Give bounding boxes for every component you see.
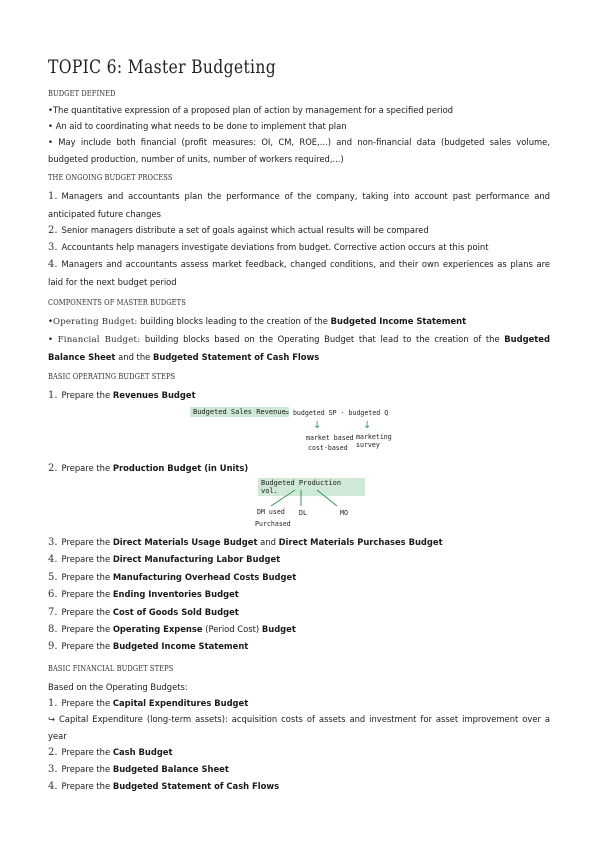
operating-budget-bullet: •Operating Budget: building blocks leading to the creation of the Budgeted Income Statement bbox=[48, 316, 467, 327]
financial-step: 1. Prepare the Capital Expenditures Budget bbox=[48, 698, 249, 709]
arrow-down-icon: ↓ bbox=[313, 420, 322, 431]
market-based-note: market based bbox=[306, 434, 354, 442]
operating-step: 5. Prepare the Manufacturing Overhead Costs Budget bbox=[48, 572, 297, 583]
section-heading-budget-process: THE ONGOING BUDGET PROCESS bbox=[48, 173, 173, 183]
operating-step: 2. Prepare the Production Budget (in Units) bbox=[48, 463, 249, 474]
revenue-formula: = budgeted SP · budgeted Q bbox=[285, 409, 389, 417]
operating-step: 1. Prepare the Revenues Budget bbox=[48, 390, 196, 401]
process-item: 4. Managers and accountants assess market feedback, changed conditions, and their own experiences as plans are laid for the next budget period bbox=[48, 259, 550, 287]
section-heading-financial-steps: BASIC FINANCIAL BUDGET STEPS bbox=[48, 664, 174, 674]
budgeted-sales-revenue-label: Budgeted Sales Revenue bbox=[190, 407, 289, 417]
production-budget-diagram bbox=[255, 478, 365, 530]
capital-expenditure-note: ↪ Capital Expenditure (long-term assets): acquisition costs of assets and investment for asset improvement over a year bbox=[48, 714, 550, 741]
process-item: 1. Managers and accountants plan the performance of the company, taking into account past performance and anticipated future changes bbox=[48, 191, 550, 219]
financial-budget-bullet: • Financial Budget: building blocks based on the Operating Budget that lead to the creation of the Budgeted Balance Sheet and the Budgeted Statement of Cash Flows bbox=[48, 334, 550, 362]
operating-step: 8. Prepare the Operating Expense (Period Cost) Budget bbox=[48, 624, 296, 635]
operating-step: 7. Prepare the Cost of Goods Sold Budget bbox=[48, 607, 239, 618]
section-heading-operating-steps: BASIC OPERATING BUDGET STEPS bbox=[48, 372, 176, 382]
definition-bullet: •The quantitative expression of a proposed plan of action by management for a specified period bbox=[48, 105, 454, 115]
marketing-survey-note: marketing survey bbox=[356, 433, 392, 449]
purchased-label: Purchased bbox=[255, 520, 291, 528]
page-title: TOPIC 6: Master Budgeting bbox=[48, 56, 277, 78]
revenue-budget-diagram bbox=[190, 407, 415, 457]
operating-step: 3. Prepare the Direct Materials Usage Budget and Direct Materials Purchases Budget bbox=[48, 537, 443, 548]
financial-step: 4. Prepare the Budgeted Statement of Cash Flows bbox=[48, 781, 280, 792]
process-item: 2. Senior managers distribute a set of goals against which actual results will be compared bbox=[48, 225, 429, 236]
definition-bullet: • May include both financial (profit measures: OI, CM, ROE,...) and non-financial data (budgeted sales volume, budgeted production, number of units, number of workers required,...) bbox=[48, 137, 550, 164]
operating-step: 6. Prepare the Ending Inventories Budget bbox=[48, 589, 239, 600]
budgeted-production-label: Budgeted Production vol. bbox=[258, 478, 365, 496]
section-heading-components: COMPONENTS OF MASTER BUDGETS bbox=[48, 298, 186, 308]
cost-based-note: cost-based bbox=[308, 444, 348, 452]
dl-label: DL bbox=[299, 509, 307, 517]
financial-step: 2. Prepare the Cash Budget bbox=[48, 747, 173, 758]
financial-intro: Based on the Operating Budgets: bbox=[48, 682, 188, 692]
branch-lines-icon bbox=[255, 488, 365, 508]
process-item: 3. Accountants help managers investigate deviations from budget. Corrective action occurs at this point bbox=[48, 242, 489, 253]
arrow-down-icon: ↓ bbox=[363, 420, 372, 431]
mo-label: MO bbox=[340, 509, 348, 517]
financial-step: 3. Prepare the Budgeted Balance Sheet bbox=[48, 764, 229, 775]
dm-used-label: DM used bbox=[257, 508, 285, 516]
definition-bullet: • An aid to coordinating what needs to be done to implement that plan bbox=[48, 121, 347, 131]
operating-step: 4. Prepare the Direct Manufacturing Labor Budget bbox=[48, 554, 281, 565]
operating-step: 9. Prepare the Budgeted Income Statement bbox=[48, 641, 249, 652]
section-heading-budget-defined: BUDGET DEFINED bbox=[48, 89, 116, 99]
